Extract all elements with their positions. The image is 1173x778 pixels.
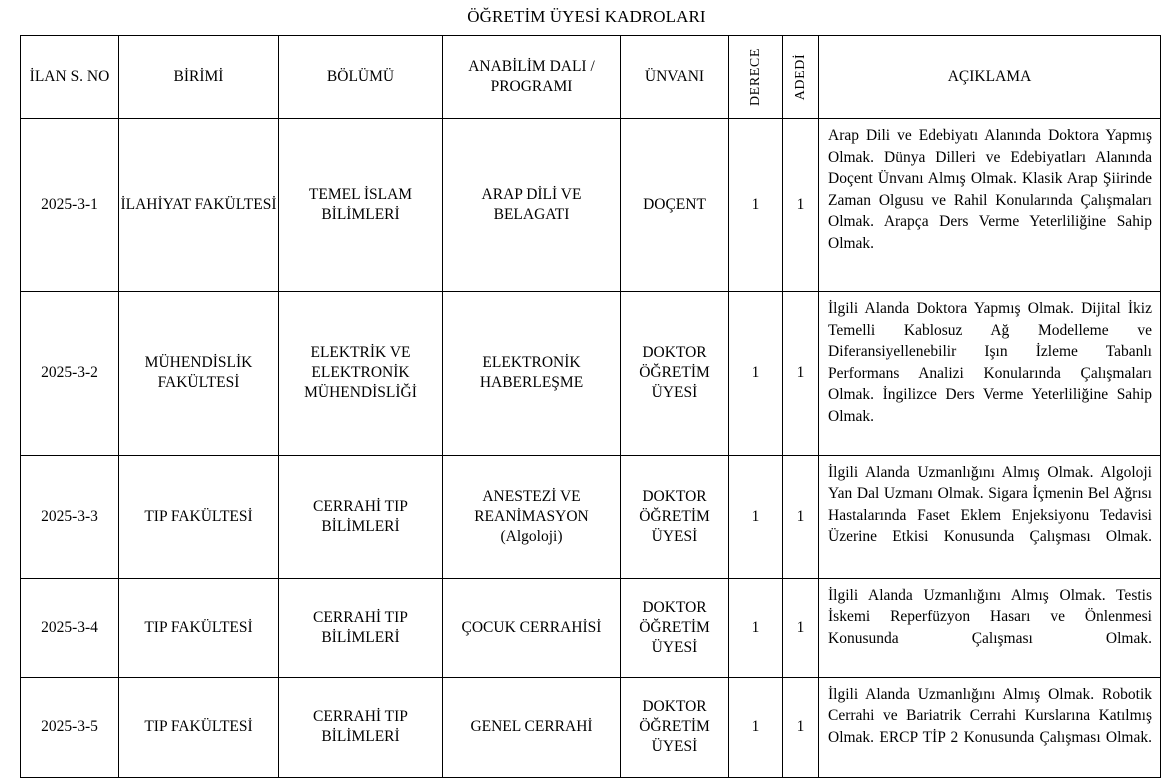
table-row xyxy=(21,578,1161,677)
cell-anabilim-dali: ARAP DİLİ VE BELAGATI xyxy=(443,119,621,292)
cell-aciklama xyxy=(819,119,1161,292)
cell-anabilim-dali: ÇOCUK CERRAHİSİ xyxy=(443,578,621,677)
cell-birimi: MÜHENDİSLİK FAKÜLTESİ xyxy=(119,292,279,456)
column-header-unvani-label: ÜNVANI xyxy=(644,68,705,85)
cell-ilan-no: 2025-3-1 xyxy=(21,119,119,292)
column-header-adedi-label: ADEDİ xyxy=(792,53,808,101)
cell-unvani: DOKTOR ÖĞRETİM ÜYESİ xyxy=(621,292,729,456)
cell-birimi: TIP FAKÜLTESİ xyxy=(119,578,279,677)
cell-aciklama xyxy=(819,292,1161,456)
cell-birimi: İLAHİYAT FAKÜLTESİ xyxy=(119,119,279,292)
cell-adedi: 1 xyxy=(783,119,819,292)
table-row xyxy=(21,292,1161,456)
cell-aciklama-text: İlgili Alanda Uzmanlığını Almış Olmak. Robotik Cerrahi ve Bariatrik Cerrahi Kurslarına Katılmış Olmak. ERCP TİP 2 Konusunda Çalışması Olmak. xyxy=(828,685,1152,746)
cell-birimi: TIP FAKÜLTESİ xyxy=(119,677,279,777)
column-header-birimi-label: BİRİMİ xyxy=(173,68,224,85)
column-header-ilan-no xyxy=(21,36,119,119)
column-header-birimi xyxy=(119,36,279,119)
table-body xyxy=(21,119,1161,778)
column-header-bolumu xyxy=(279,36,443,119)
cell-aciklama xyxy=(819,578,1161,677)
column-header-derece xyxy=(729,36,783,119)
cell-bolumu: ELEKTRİK VE ELEKTRONİK MÜHENDİSLİĞİ xyxy=(279,292,443,456)
cell-anabilim-dali: ANESTEZİ VE REANİMASYON (Algoloji) xyxy=(443,455,621,578)
cell-birimi: TIP FAKÜLTESİ xyxy=(119,455,279,578)
cell-derece: 1 xyxy=(729,677,783,777)
cell-aciklama-text: Arap Dili ve Edebiyatı Alanında Doktora Yapmış Olmak. Dünya Dilleri ve Edebiyatları Alanında Doçent Ünvanı Almış Olmak. Klasik Arap Şiirinde Zaman Olgusu ve Rahil Konularında Çalışmaları Olmak. Arapça Ders Verme Yeterliliğine Sahip Olmak. xyxy=(828,127,1152,252)
cell-ilan-no: 2025-3-5 xyxy=(21,677,119,777)
column-header-aciklama xyxy=(819,36,1161,119)
table-header-row xyxy=(21,36,1161,119)
cell-adedi: 1 xyxy=(783,455,819,578)
cell-aciklama-text: İlgili Alanda Uzmanlığını Almış Olmak. Algoloji Yan Dal Uzmanı Olmak. Sigara İçmenin Bel Ağrısı Hastalarında Faset Eklem Enjeksiyonu Tedavisi Üzerine Etkisi Konusunda Çalışması Olmak. xyxy=(828,463,1152,545)
academic-positions-table xyxy=(20,35,1161,778)
cell-ilan-no: 2025-3-3 xyxy=(21,455,119,578)
column-header-aciklama-label: AÇIKLAMA xyxy=(947,68,1032,85)
cell-aciklama-text: İlgili Alanda Uzmanlığını Almış Olmak. Testis İskemi Reperfüzyon Hasarı ve Önlenmesi Konusunda Çalışması Olmak. xyxy=(828,586,1152,647)
column-header-unvani xyxy=(621,36,729,119)
column-header-ilan-no-label: İLAN S. NO xyxy=(29,68,110,85)
cell-adedi: 1 xyxy=(783,578,819,677)
page-title: ÖĞRETİM ÜYESİ KADROLARI xyxy=(467,7,706,26)
cell-aciklama-text: İlgili Alanda Doktora Yapmış Olmak. Dijital İkiz Temelli Kablosuz Ağ Modelleme ve Diferansiyellenebilir Işın İzleme Tabanlı Performans Analizi Konularında Çalışmaları Olmak. İngilizce Ders Verme Yeterliliğine Sahip Olmak. xyxy=(828,300,1152,425)
cell-derece: 1 xyxy=(729,578,783,677)
cell-unvani: DOKTOR ÖĞRETİM ÜYESİ xyxy=(621,578,729,677)
column-header-anabilim-dali-label: ANABİLİM DALI / PROGRAMI xyxy=(468,58,595,95)
cell-ilan-no: 2025-3-4 xyxy=(21,578,119,677)
cell-anabilim-dali: GENEL CERRAHİ xyxy=(443,677,621,777)
cell-bolumu: CERRAHİ TIP BİLİMLERİ xyxy=(279,455,443,578)
cell-ilan-no: 2025-3-2 xyxy=(21,292,119,456)
table-row xyxy=(21,677,1161,777)
cell-bolumu: CERRAHİ TIP BİLİMLERİ xyxy=(279,677,443,777)
cell-bolumu: TEMEL İSLAM BİLİMLERİ xyxy=(279,119,443,292)
cell-aciklama xyxy=(819,455,1161,578)
column-header-derece-label: DERECE xyxy=(747,47,763,107)
cell-derece: 1 xyxy=(729,455,783,578)
cell-unvani: DOÇENT xyxy=(621,119,729,292)
column-header-anabilim-dali xyxy=(443,36,621,119)
column-header-bolumu-label: BÖLÜMÜ xyxy=(326,68,395,85)
cell-adedi: 1 xyxy=(783,292,819,456)
column-header-adedi xyxy=(783,36,819,119)
cell-bolumu: CERRAHİ TIP BİLİMLERİ xyxy=(279,578,443,677)
cell-derece: 1 xyxy=(729,119,783,292)
table-header xyxy=(21,36,1161,119)
cell-unvani: DOKTOR ÖĞRETİM ÜYESİ xyxy=(621,455,729,578)
cell-aciklama xyxy=(819,677,1161,777)
cell-anabilim-dali: ELEKTRONİK HABERLEŞME xyxy=(443,292,621,456)
cell-derece: 1 xyxy=(729,292,783,456)
table-row xyxy=(21,455,1161,578)
cell-unvani: DOKTOR ÖĞRETİM ÜYESİ xyxy=(621,677,729,777)
table-row xyxy=(21,119,1161,292)
cell-adedi: 1 xyxy=(783,677,819,777)
